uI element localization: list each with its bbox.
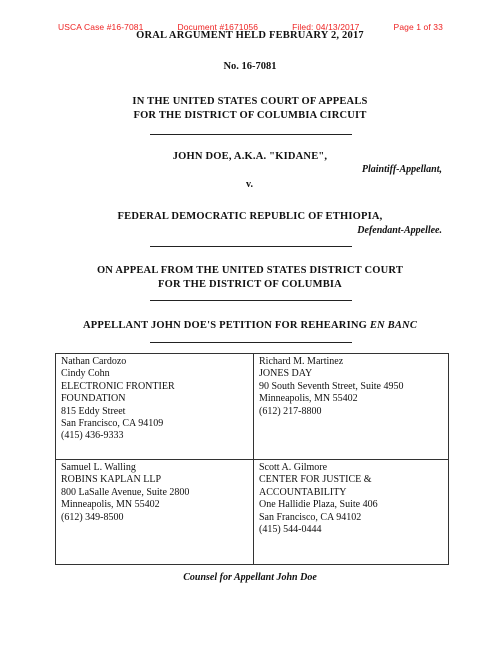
- divider-rule: [150, 134, 352, 135]
- counsel-line: San Francisco, CA 94102: [259, 511, 362, 523]
- divider-rule: [150, 342, 352, 343]
- counsel-block-cja: [259, 462, 378, 536]
- counsel-line: JONES DAY: [259, 368, 313, 380]
- docket-number: No. 16-7081: [223, 61, 277, 72]
- counsel-line: Minneapolis, MN 55402: [61, 499, 160, 511]
- petition-title: [0, 320, 500, 331]
- counsel-block-eff: [61, 356, 175, 443]
- court-name-line-1: IN THE UNITED STATES COURT OF APPEALS: [132, 96, 368, 107]
- counsel-line: (612) 217-8800: [259, 405, 322, 417]
- counsel-for-appellant: Counsel for Appellant John Doe: [183, 572, 317, 583]
- counsel-table: [55, 353, 449, 565]
- counsel-line: ELECTRONIC FRONTIER: [61, 380, 175, 392]
- ecf-document-number: Document #1671056: [177, 22, 259, 32]
- counsel-line: 800 LaSalle Avenue, Suite 2800: [61, 486, 190, 498]
- counsel-line: FOUNDATION: [61, 393, 126, 405]
- counsel-line: ACCOUNTABILITY: [259, 486, 347, 498]
- court-name-line-2: FOR THE DISTRICT OF COLUMBIA CIRCUIT: [133, 110, 367, 121]
- table-divider-horizontal: [56, 459, 448, 460]
- petition-title-text: APPELLANT JOHN DOE'S PETITION FOR REHEARING: [82, 320, 368, 331]
- appellant-role: Plaintiff-Appellant,: [361, 164, 442, 175]
- versus-label: v.: [246, 179, 253, 190]
- counsel-line: Samuel L. Walling: [61, 462, 136, 473]
- ecf-case-number: USCA Case #16-7081: [58, 22, 144, 32]
- counsel-line: ROBINS KAPLAN LLP: [61, 474, 162, 486]
- counsel-line: Cindy Cohn: [61, 368, 110, 380]
- counsel-line: Richard M. Martinez: [259, 356, 344, 367]
- counsel-block-jones-day: [259, 356, 403, 418]
- counsel-line: (415) 436-9333: [61, 430, 124, 442]
- counsel-line: Minneapolis, MN 55402: [259, 393, 358, 405]
- counsel-block-robins-kaplan: [61, 462, 189, 524]
- counsel-line: Scott A. Gilmore: [259, 462, 328, 473]
- appeal-line-2: FOR THE DISTRICT OF COLUMBIA: [158, 279, 342, 290]
- oral-argument-line: ORAL ARGUMENT HELD FEBRUARY 2, 2017: [136, 30, 364, 41]
- ecf-filed-date: Filed: 04/13/2017: [292, 22, 360, 32]
- counsel-line: 815 Eddy Street: [61, 405, 126, 417]
- counsel-line: San Francisco, CA 94109: [61, 418, 164, 430]
- appellee-name: FEDERAL DEMOCRATIC REPUBLIC OF ETHIOPIA,: [117, 211, 383, 222]
- counsel-line: One Hallidie Plaza, Suite 406: [259, 499, 378, 511]
- divider-rule: [150, 300, 352, 301]
- counsel-line: Nathan Cardozo: [61, 356, 127, 367]
- counsel-line: CENTER FOR JUSTICE &: [259, 474, 372, 486]
- counsel-line: (612) 349-8500: [61, 511, 124, 523]
- divider-rule: [150, 246, 352, 247]
- counsel-line: (415) 544-0444: [259, 524, 322, 536]
- appeal-line-1: ON APPEAL FROM THE UNITED STATES DISTRICT COURT: [96, 265, 404, 276]
- ecf-page-count: Page 1 of 33: [393, 22, 443, 32]
- appellant-name: JOHN DOE, A.K.A. "KIDANE",: [172, 151, 328, 162]
- appellee-role: Defendant-Appellee.: [357, 225, 442, 236]
- petition-title-emphasis: EN BANC: [369, 320, 418, 331]
- counsel-line: 90 South Seventh Street, Suite 4950: [259, 380, 404, 392]
